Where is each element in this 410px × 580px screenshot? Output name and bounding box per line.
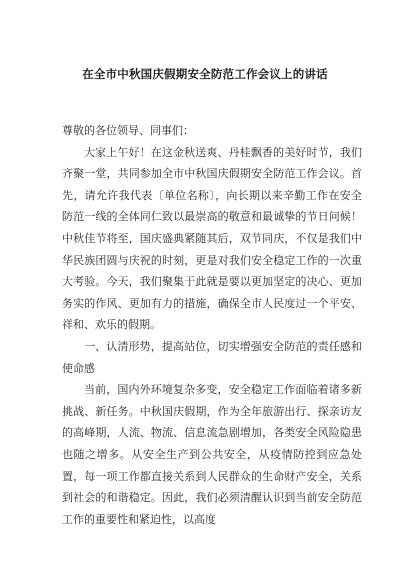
document-body [62,120,362,530]
section-heading: 一、认清形势，提高站位，切实增强安全防范的责任感和使命感 [62,339,362,375]
document-title: 在全市中秋国庆假期安全防范工作会议上的讲话 [82,67,328,81]
opening-paragraph: 大家上午好！在这金秋送爽、丹桂飘香的美好时节，我们齐聚一堂，共同参加全市中秋国庆假期安全防范工作会议。首先，请允许我代表〔单位名称〕，向长期以来辛勤工作在安全防范一线的全体同仁致以最崇高的敬意和最诚挚的节日问候！中秋佳节将至，国庆盛典紧随其后，双节同庆，不仅是我们中华民族团圆与庆祝的时刻，更是对我们安全稳定工作的一次重大考验。今天，我们聚集于此就是要以更加坚定的决心、更加务实的作风、更加有力的措施，确保全市人民度过一个平安、祥和、欢乐的假期。 [62,145,362,332]
section-paragraph: 当前，国内外环境复杂多变，安全稳定工作面临着诸多新挑战、新任务。中秋国庆假期，作为全年旅游出行、探亲访友的高峰期，人流、物流、信息流急剧增加，各类安全风险隐患也随之增多。从安全生产到公共安全，从疫情防控到应急处置，每一项工作都直接关系到人民群众的生命财产安全，关系到社会的和谐稳定。因此，我们必须清醒认识到当前安全防范工作的重要性和紧迫性，以高度 [62,383,362,526]
salutation: 尊敬的各位领导、同事们： [62,124,194,137]
